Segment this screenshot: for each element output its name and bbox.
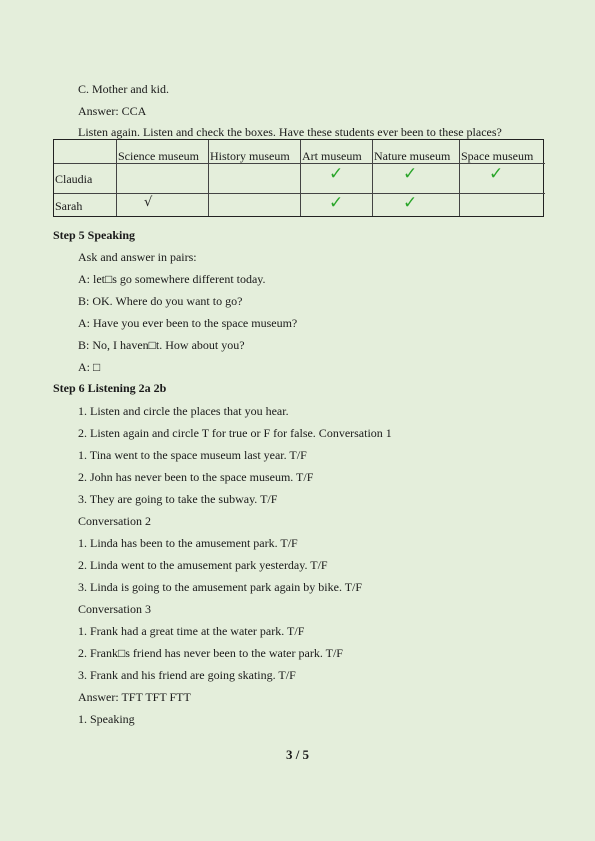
check-icon: ✓ xyxy=(403,164,418,184)
conversation-2-label: Conversation 2 xyxy=(78,514,151,528)
step6-line: 2. John has never been to the space museum. T/F xyxy=(78,470,314,484)
cell-claudia-science xyxy=(117,164,209,194)
check-icon: ✓ xyxy=(329,164,344,184)
cell-sarah-history xyxy=(209,194,301,216)
step5-line: Ask and answer in pairs: xyxy=(78,250,197,264)
header-art-museum: Art museum xyxy=(301,140,373,164)
option-c-text: C. Mother and kid. xyxy=(78,82,169,96)
check-icon: ✓ xyxy=(329,193,344,213)
step6-line: 2. Listen again and circle T for true or F for false. Conversation 1 xyxy=(78,426,392,440)
step6-answer: Answer: TFT TFT FTT xyxy=(78,690,191,704)
answer-text: Answer: CCA xyxy=(78,104,147,118)
header-history-museum: History museum xyxy=(209,140,301,164)
cell-sarah-nature xyxy=(373,194,460,216)
step6-line: 3. Linda is going to the amusement park again by bike. T/F xyxy=(78,580,363,594)
conversation-3-label: Conversation 3 xyxy=(78,602,151,616)
header-science-museum: Science museum xyxy=(117,140,209,164)
cell-claudia-history xyxy=(209,164,301,194)
step6-heading: Step 6 Listening 2a 2b xyxy=(53,381,167,395)
row-name-claudia: Claudia xyxy=(54,164,117,194)
cell-sarah-science xyxy=(117,194,209,216)
page-number: 3 / 5 xyxy=(285,747,310,762)
step6-line: 1. Tina went to the space museum last year. T/F xyxy=(78,448,307,462)
places-table xyxy=(53,139,544,217)
step6-line: 2. Linda went to the amusement park yesterday. T/F xyxy=(78,558,328,572)
step6-line: 1. Frank had a great time at the water park. T/F xyxy=(78,624,305,638)
step6-line: 3. They are going to take the subway. T/F xyxy=(78,492,278,506)
step5-line: B: OK. Where do you want to go? xyxy=(78,294,243,308)
step6-line: 2. Frank□s friend has never been to the water park. T/F xyxy=(78,646,343,660)
header-nature-museum: Nature museum xyxy=(373,140,460,164)
step5-line: A: □ xyxy=(78,360,101,374)
cell-claudia-nature xyxy=(373,164,460,194)
root-check-icon: √ xyxy=(144,195,153,210)
cell-sarah-art xyxy=(301,194,373,216)
step5-line: A: let□s go somewhere different today. xyxy=(78,272,266,286)
cell-claudia-space xyxy=(460,164,545,194)
check-icon: ✓ xyxy=(403,193,418,213)
speaking-heading: 1. Speaking xyxy=(78,712,135,726)
step6-line: 1. Listen and circle the places that you hear. xyxy=(78,404,289,418)
table-instruction: Listen again. Listen and check the boxes. Have these students ever been to these places? xyxy=(78,125,502,139)
step5-line: B: No, I haven□t. How about you? xyxy=(78,338,245,352)
step5-line: A: Have you ever been to the space museum? xyxy=(78,316,298,330)
step6-line: 3. Frank and his friend are going skating. T/F xyxy=(78,668,296,682)
header-space-museum: Space museum xyxy=(460,140,545,164)
cell-claudia-art xyxy=(301,164,373,194)
check-icon: ✓ xyxy=(489,164,504,184)
table-corner-cell xyxy=(54,140,117,164)
row-name-sarah: Sarah xyxy=(54,194,117,216)
cell-sarah-space xyxy=(460,194,545,216)
step6-line: 1. Linda has been to the amusement park. T/F xyxy=(78,536,298,550)
step5-heading: Step 5 Speaking xyxy=(53,228,136,242)
